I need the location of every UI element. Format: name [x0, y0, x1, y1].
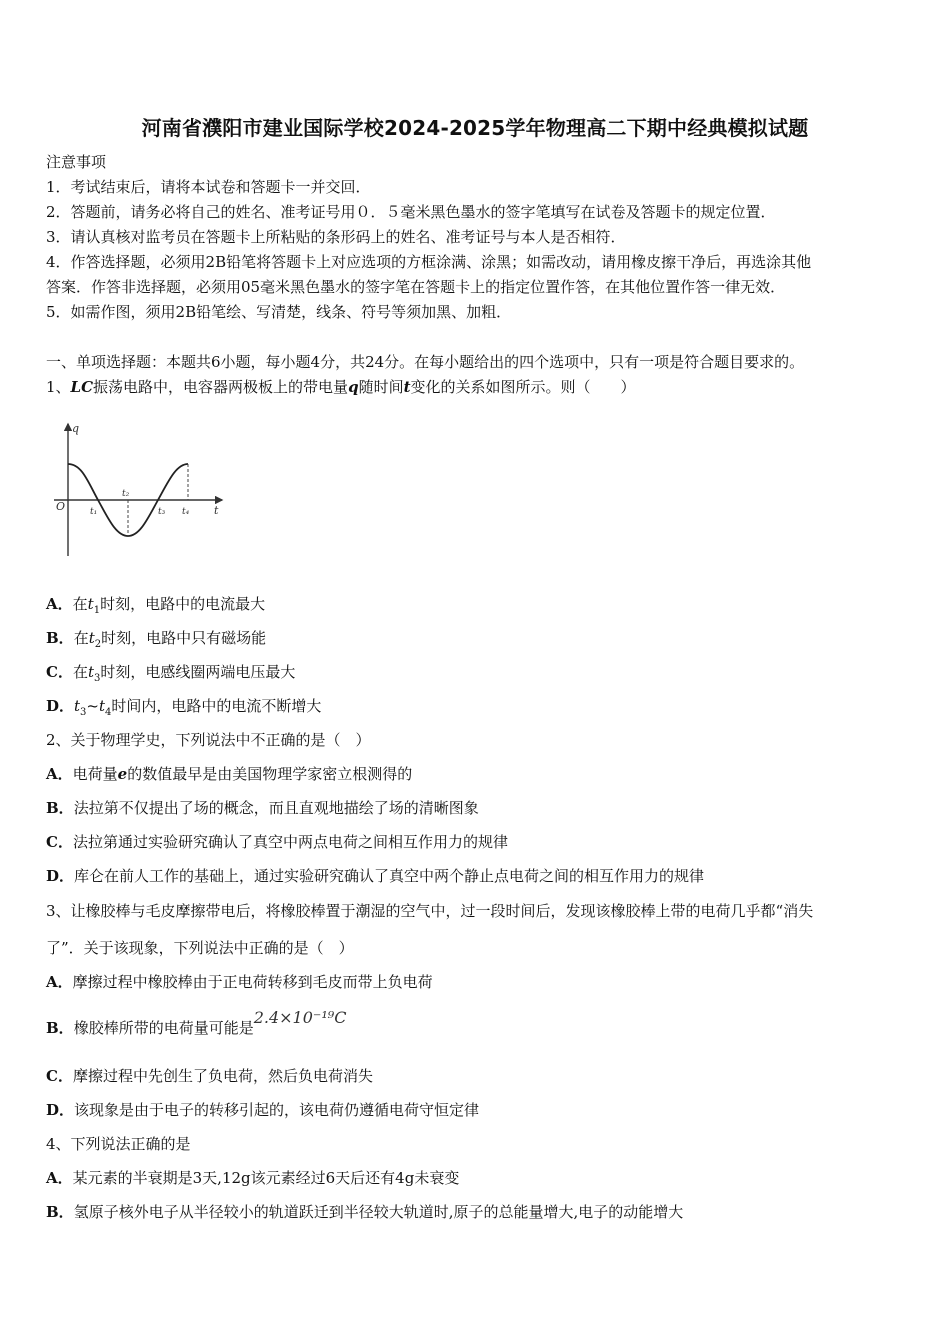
- option-text: 在: [72, 595, 88, 613]
- option-text: 摩擦过程中橡胶棒由于正电荷转移到毛皮而带上负电荷: [72, 973, 433, 991]
- option-letter: C．: [46, 663, 73, 681]
- notice-item-2: 2．答题前，请务必将自己的姓名、准考证号用０．５毫米黑色墨水的签字笔填写在试卷及答题卡的规定位置．: [46, 203, 776, 221]
- notice-item-4-cont: 答案．作答非选择题，必须用05毫米黑色墨水的签字笔在答题卡上的指定位置作答，在其他位置作答一律无效．: [46, 278, 786, 296]
- q1-text-1: 振荡电路中，电容器两极板上的带电量: [93, 378, 349, 396]
- q4-option-a: [46, 1168, 459, 1188]
- option-text: 库仑在前人工作的基础上，通过实验研究确认了真空中两个静止点电荷之间的相互作用力的规律: [74, 867, 705, 885]
- q1-text-2: 随时间: [358, 378, 404, 396]
- q3-option-d: [46, 1100, 479, 1120]
- option-text: 法拉第不仅提出了场的概念，而且直观地描绘了场的清晰图象: [73, 799, 479, 817]
- notice-heading: 注意事项: [46, 153, 107, 171]
- option-letter: C．: [46, 833, 73, 851]
- option-sub: 4: [105, 707, 112, 718]
- option-sub: 1: [93, 605, 101, 616]
- page-title: 河南省濮阳市建业国际学校2024-2025学年物理高二下期中经典模拟试题: [141, 116, 809, 140]
- option-letter: A．: [46, 765, 73, 783]
- question-3-stem-line2: 了”．关于该现象，下列说法中正确的是（ ）: [46, 939, 354, 957]
- option-text: 的数值最早是由美国物理学家密立根测得的: [127, 765, 413, 783]
- q4-option-b: [46, 1202, 683, 1222]
- option-var: t: [99, 697, 106, 715]
- option-letter: A．: [46, 1169, 73, 1187]
- option-text: 该现象是由于电子的转移引起的，该电荷仍遵循电荷守恒定律: [74, 1101, 480, 1119]
- option-text: 电荷量: [72, 765, 118, 783]
- option-text: 氢原子核外电子从半径较小的轨道跃迁到半径较大轨道时,原子的总能量增大,电子的动能增大: [73, 1203, 684, 1221]
- option-text: 时刻，电路中只有磁场能: [101, 629, 267, 647]
- q3-option-a: [46, 972, 433, 992]
- question-3-stem-line1: 3、让橡胶棒与毛皮摩擦带电后，将橡胶棒置于潮湿的空气中，过一段时间后，发现该橡胶棒上带的电荷几乎都“消失: [46, 902, 814, 920]
- option-var: t: [87, 595, 94, 613]
- option-letter: B．: [46, 1019, 74, 1037]
- option-text: 法拉第通过实验研究确认了真空中两点电荷之间相互作用力的规律: [72, 833, 508, 851]
- option-text: 在: [73, 629, 89, 647]
- q1-number: 1、: [46, 378, 71, 396]
- tick-t2: t₂: [122, 489, 130, 499]
- option-text: 某元素的半衰期是3天,12g该元素经过6天后还有4g未衰变: [72, 1169, 460, 1187]
- q2-option-d: [46, 866, 704, 886]
- notice-item-4: 4．作答选择题，必须用2B铅笔将答题卡上对应选项的方框涂满、涂黑；如需改动，请用橡皮擦干净后，再选涂其他: [46, 253, 812, 271]
- option-text: 时刻，电路中的电流最大: [100, 595, 266, 613]
- y-axis-label: q: [72, 422, 80, 435]
- option-text: 橡胶棒所带的电荷量可能是: [73, 1019, 254, 1037]
- option-sub: 3: [80, 707, 87, 718]
- option-letter: B．: [46, 1203, 74, 1221]
- notice-item-3: 3．请认真核对监考员在答题卡上所粘贴的条形码上的姓名、准考证号与本人是否相符．: [46, 228, 626, 246]
- option-var: e: [117, 765, 128, 783]
- option-var: t: [88, 629, 95, 647]
- q1-t: t: [403, 378, 411, 396]
- q1-option-a: [46, 594, 265, 621]
- option-text: 摩擦过程中先创生了负电荷，然后负电荷消失: [72, 1067, 373, 1085]
- tick-t4: t₄: [182, 507, 190, 517]
- question-2-stem: 2、关于物理学史，下列说法中不正确的是（ ）: [46, 731, 371, 749]
- option-sub: 2: [94, 639, 102, 650]
- option-letter: A．: [46, 973, 73, 991]
- option-var: t: [87, 663, 94, 681]
- option-text: 时刻，电感线圈两端电压最大: [100, 663, 296, 681]
- q2-option-a: [46, 764, 412, 784]
- option-sub: 3: [94, 673, 101, 684]
- notice-item-5: 5．如需作图，须用2B铅笔绘、写清楚，线条、符号等须加黑、加粗．: [46, 303, 512, 321]
- option-letter: D．: [46, 697, 75, 715]
- origin-label: O: [56, 500, 66, 513]
- q1-option-b: [46, 628, 266, 655]
- option-letter: A．: [46, 595, 73, 613]
- option-var: t: [74, 697, 81, 715]
- option-text: 在: [72, 663, 88, 681]
- option-letter: B．: [46, 799, 74, 817]
- option-text: ~: [86, 697, 99, 715]
- x-axis-label: t: [214, 504, 219, 517]
- q1-q: q: [348, 378, 359, 396]
- q1-text-3: 变化的关系如图所示。则（ ）: [410, 378, 636, 396]
- section-heading: 一、单项选择题：本题共6小题，每小题4分，共24分。在每小题给出的四个选项中，只有一项是符合题目要求的。: [46, 353, 805, 371]
- q1-option-c: [46, 662, 295, 689]
- q1-option-d: [46, 696, 321, 723]
- q-t-graph: [50, 418, 230, 564]
- option-text: 时间内，电路中的电流不断增大: [111, 697, 322, 715]
- tick-t1: t₁: [90, 507, 98, 517]
- q2-option-b: [46, 798, 479, 818]
- charge-formula: 2.4×10⁻¹⁹C: [253, 1008, 347, 1027]
- option-letter: C．: [46, 1067, 73, 1085]
- option-letter: D．: [46, 867, 75, 885]
- question-4-stem: 4、下列说法正确的是: [46, 1135, 191, 1153]
- tick-t3: t₃: [158, 507, 166, 517]
- question-1-stem: [46, 377, 636, 397]
- option-letter: B．: [46, 629, 74, 647]
- q3-option-b: [46, 1008, 347, 1038]
- q3-option-c: [46, 1066, 373, 1086]
- q1-lc: LC: [70, 378, 94, 396]
- option-letter: D．: [46, 1101, 75, 1119]
- notice-item-1: 1．考试结束后，请将本试卷和答题卡一并交回．: [46, 178, 371, 196]
- q2-option-c: [46, 832, 508, 852]
